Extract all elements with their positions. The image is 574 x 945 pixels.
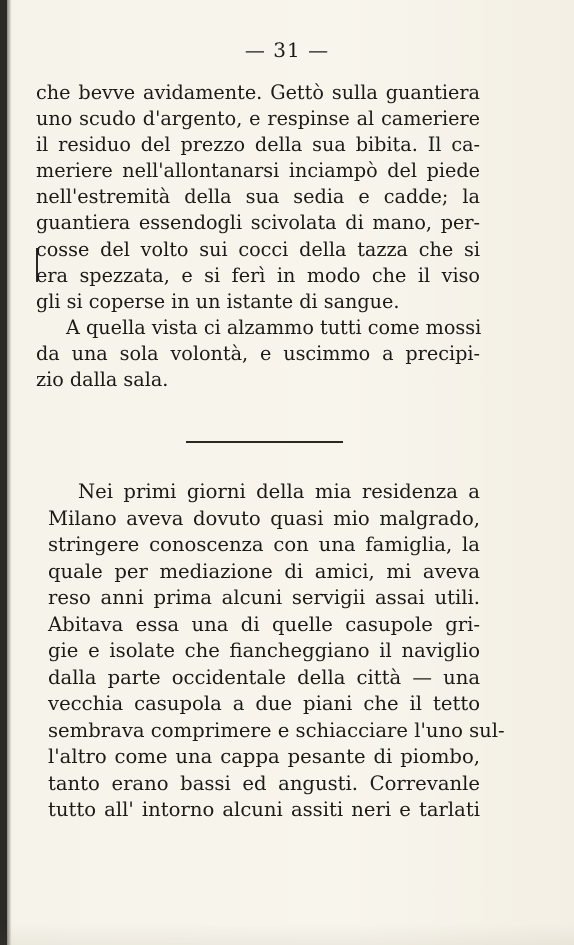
text-line: tanto erano bassi ed angusti. Correvanle xyxy=(48,771,480,795)
section-separator-rule xyxy=(186,441,343,443)
text-line: da una sola volontà, e uscimmo a precipi- xyxy=(36,341,480,365)
text-line: quale per mediazione di amici, mi aveva xyxy=(48,559,480,583)
page-number: — 31 — xyxy=(244,38,330,62)
text-line: nell'estremità della sua sedia e cadde; la xyxy=(36,185,480,209)
text-line: meriere nell'allontanarsi inciampò del piede xyxy=(36,159,480,183)
text-line: era spezzata, e si ferì in modo che il viso xyxy=(36,263,480,287)
text-line: Abitava essa una di quelle casupole gri- xyxy=(48,612,480,636)
passage-two xyxy=(48,479,505,824)
text-line: sembrava comprimere e schiacciare l'uno sul- xyxy=(48,718,505,742)
text-line: A quella vista ci alzammo tutti come mossi xyxy=(66,315,482,339)
text-line: gli si coperse in un istante di sangue. xyxy=(36,289,400,313)
binding-edge xyxy=(0,0,7,945)
text-line: tutto all' intorno alcuni assiti neri e tarlati xyxy=(48,798,480,821)
text-line: Nei primi giorni della mia residenza a xyxy=(78,480,480,503)
text-line: zio dalla sala. xyxy=(36,368,169,392)
text-line: l'altro come una cappa pesante di piombo, xyxy=(48,745,480,768)
text-line: uno scudo d'argento, e respinse al cameriere xyxy=(36,107,480,131)
text-line: cosse del volto sui cocci della tazza che si xyxy=(36,237,480,261)
text-line: Milano aveva dovuto quasi mio malgrado, xyxy=(48,506,480,530)
text-line: il residuo del prezzo della sua bibita. Il ca- xyxy=(36,133,480,157)
text-line: gie e isolate che fiancheggiano il naviglio xyxy=(48,639,480,662)
text-line: dalla parte occidentale della città — una xyxy=(48,665,480,689)
page-bottom-shading xyxy=(0,923,574,945)
text-line: stringere conoscenza con una famiglia, la xyxy=(48,533,480,556)
text-line: vecchia casupola a due piani che il tetto xyxy=(48,692,480,715)
text-line: reso anni prima alcuni servigii assai utili. xyxy=(48,586,480,609)
binding-shadow xyxy=(7,0,11,945)
text-line: che bevve avidamente. Gettò sulla guantiera xyxy=(36,81,480,104)
text-line: guantiera essendogli scivolata di mano, per- xyxy=(36,211,480,235)
passage-one xyxy=(36,80,480,393)
